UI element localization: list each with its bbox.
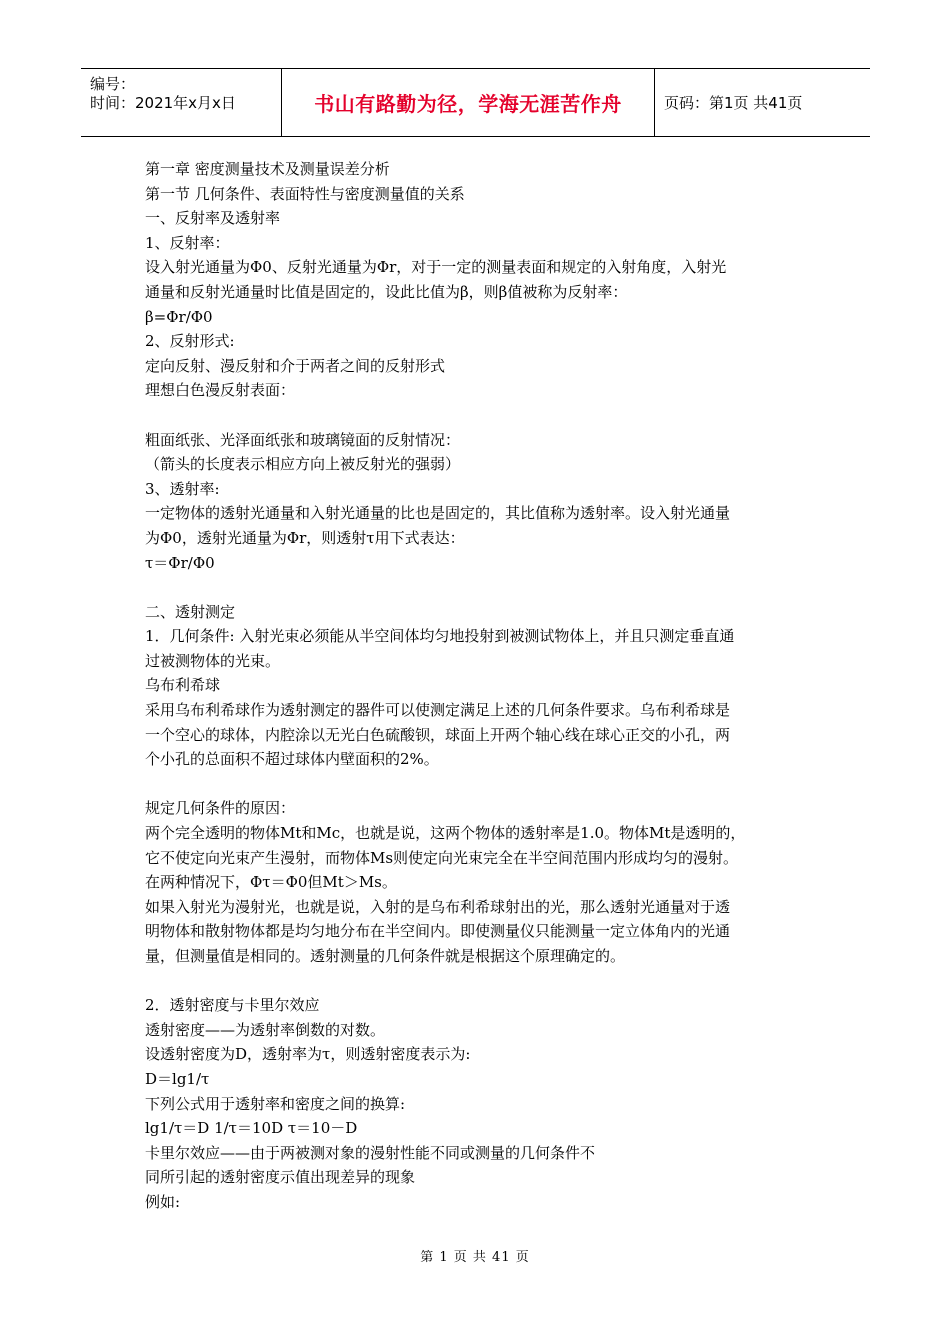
- text-line: τ＝Φr/Φ0: [145, 553, 215, 572]
- document-number-label: 编号：: [90, 75, 136, 93]
- text-line: 下列公式用于透射率和密度之间的换算:: [145, 1094, 406, 1113]
- text-line: 透射密度——为透射率倒数的对数。: [145, 1020, 386, 1039]
- text-line: 规定几何条件的原因：: [145, 799, 296, 818]
- text-line: 同所引起的透射密度示值出现差异的现象: [145, 1168, 416, 1187]
- text-line: 个小孔的总面积不超过球体内壁面积的2%。: [145, 750, 439, 769]
- header-page-info: 页码：第1页 共41页: [664, 94, 803, 112]
- text-line: 在两种情况下，Φτ＝Φ0但Mt＞Ms。: [145, 873, 397, 892]
- text-line: 一定物体的透射光通量和入射光通量的比也是固定的，其比值称为透射率。设入射光通量: [145, 504, 731, 523]
- text-line: 乌布利希球: [145, 676, 221, 695]
- text-line: β=Φr/Φ0: [145, 307, 213, 326]
- text-line: 第一章 密度测量技术及测量误差分析: [145, 160, 390, 178]
- text-line: 一、反射率及透射率: [145, 209, 281, 228]
- text-line: 它不使定向光束产生漫射，而物体Ms则使定向光束完全在半空间范围内形成均匀的漫射。: [145, 848, 739, 867]
- text-line: 二、透射测定: [145, 602, 236, 621]
- text-line: 如果入射光为漫射光，也就是说，入射的是乌布利希球射出的光，那么透射光通量对于透: [145, 897, 731, 916]
- blank-line: [145, 969, 825, 994]
- text-line: 粗面纸张、光泽面纸张和玻璃镜面的反射情况：: [145, 430, 461, 449]
- text-line: 采用乌布利希球作为透射测定的器件可以使测定满足上述的几何条件要求。乌布利希球是: [145, 701, 731, 720]
- blank-line: [145, 772, 825, 797]
- text-line: 明物体和散射物体都是均匀地分布在半空间内。即使测量仪只能测量一定立体角内的光通: [145, 922, 731, 941]
- text-line: （箭头的长度表示相应方向上被反射光的强弱）: [145, 455, 461, 474]
- text-line: 卡里尔效应——由于两被测对象的漫射性能不同或测量的几何条件不: [145, 1143, 596, 1162]
- text-line: 理想白色漫反射表面：: [145, 381, 296, 400]
- blank-line: [145, 575, 825, 600]
- header-page-cell: [655, 69, 870, 136]
- text-line: 两个完全透明的物体Mt和Mc，也就是说，这两个物体的透射率是1.0。物体Mt是透明的，: [145, 824, 746, 843]
- text-line: 过被测物体的光束。: [145, 651, 281, 670]
- page-footer: 第 1 页 共 41 页: [420, 1250, 530, 1265]
- text-line: 量，但测量值是相同的。透射测量的几何条件就是根据这个原理确定的。: [145, 947, 626, 965]
- document-body: [145, 157, 825, 1215]
- header-motto-cell: [282, 69, 655, 136]
- text-line: 定向反射、漫反射和介于两者之间的反射形式: [145, 356, 446, 375]
- document-date-label: 时间：2021年x月x日: [90, 94, 236, 112]
- text-line: 3、透射率:: [145, 479, 220, 498]
- text-line: 一个空心的球体，内腔涂以无光白色硫酸钡，球面上开两个轴心线在球心正交的小孔，两: [145, 725, 731, 744]
- blank-line: [145, 403, 825, 428]
- text-line: 第一节 几何条件、表面特性与密度测量值的关系: [145, 184, 465, 203]
- text-line: 设透射密度为D，透射率为τ，则透射密度表示为:: [145, 1045, 471, 1064]
- text-line: 通量和反射光通量时比值是固定的，设此比值为β，则β值被称为反射率：: [145, 282, 628, 301]
- header-motto: 书山有路勤为径，学海无涯苦作舟: [314, 92, 622, 116]
- text-line: lg1/τ＝D 1/τ＝10D τ＝10－D: [145, 1119, 358, 1138]
- header-meta-cell: [81, 69, 282, 136]
- text-line: 2、反射形式:: [145, 332, 235, 351]
- text-line: 1、反射率：: [145, 233, 230, 252]
- text-line: 设入射光通量为Φ0、反射光通量为Φr，对于一定的测量表面和规定的入射角度，入射光: [145, 258, 727, 277]
- text-line: 2．透射密度与卡里尔效应: [145, 996, 320, 1015]
- text-line: 为Φ0，透射光通量为Φr，则透射τ用下式表达：: [145, 528, 465, 547]
- text-line: 1．几何条件: 入射光束必须能从半空间体均匀地投射到被测试物体上，并且只测定垂直通: [145, 627, 735, 646]
- document-header: [81, 68, 870, 137]
- text-line: D＝lg1/τ: [145, 1069, 210, 1088]
- text-line: 例如:: [145, 1192, 181, 1211]
